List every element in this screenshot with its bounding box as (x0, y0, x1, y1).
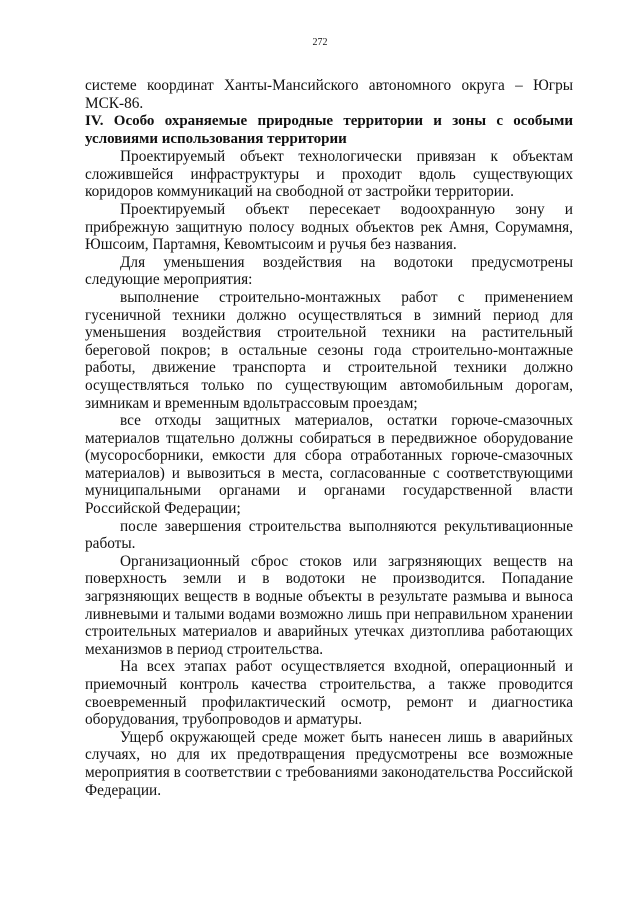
continuation-paragraph: системе координат Ханты-Мансийского автономного округа – Югры МСК-86. (85, 77, 573, 112)
paragraph-1: Проектируемый объект технологически привязан к объектам сложившейся инфраструктуры и проходит вдоль существующих коридоров коммуникаций на свободной от застройки территории. (85, 148, 573, 201)
paragraph-2: Проектируемый объект пересекает водоохранную зону и прибрежную защитную полосу водных объектов рек Амня, Сорумамня, Юшсоим, Партамня, Кевомтысоим и ручья без названия. (85, 200, 573, 254)
paragraph-6: Ущерб окружающей среде может быть нанесен лишь в аварийных случаях, но для их предотвращения предусмотрены все возможные мероприятия в соответствии с требованиями законодательства Российской Федерации. (85, 728, 573, 799)
paragraph-5: На всех этапах работ осуществляется входной, операционный и приемочный контроль качества строительства, а также проводится своевременный профилактический осмотр, ремонт и диагностика оборудования, трубопроводов и арматуры. (85, 658, 573, 729)
list-item-2: все отходы защитных материалов, остатки горюче-смазочных материалов тщательно должны собираться в передвижное оборудование (мусоросборники, емкости для сбора отработанных горюче-смазочных материалов) и вывозиться в места, согласованные с соответствующими муниципальными органами и органами государственной власти Российской Федерации; (85, 412, 573, 518)
section-heading: IV. Особо охраняемые природные территории и зоны с особыми условиями использования территории (85, 113, 573, 148)
document-body (85, 77, 573, 799)
paragraph-3: Для уменьшения воздействия на водотоки предусмотрены следующие мероприятия: (85, 253, 573, 289)
list-item-3: после завершения строительства выполняются рекультивационные работы. (85, 517, 573, 553)
paragraph-4: Организационный сброс стоков или загрязняющих веществ на поверхность земли и в водотоки не производится. Попадание загрязняющих веществ в водные объекты в результате размыва и выноса ливневыми и талыми водами возможно лишь при неправильном хранении строительных материалов и аварийных утечках дизтоплива работающих механизмов в период строительства. (85, 552, 573, 658)
list-item-1: выполнение строительно-монтажных работ с применением гусеничной техники должно осуществляться в зимний период для уменьшения воздействия строительной техники на растительный береговой покров; в остальные сезоны года строительно-монтажные работы, движение транспорта и строительной техники должно осуществляться только по существующим автомобильным дорогам, зимникам и временным вдольтрассовым проездам; (85, 288, 573, 412)
page-number: 272 (312, 37, 328, 48)
